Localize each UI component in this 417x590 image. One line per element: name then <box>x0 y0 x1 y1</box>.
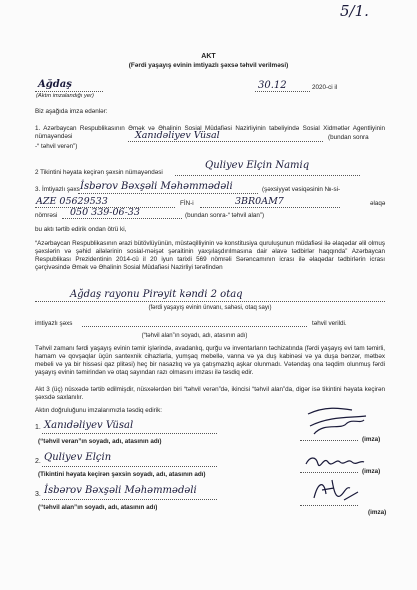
page-number: 5/1. <box>340 2 369 20</box>
sig3-name-line <box>42 499 217 500</box>
sig2-handwritten: Quliyev Elçin <box>44 452 112 463</box>
address-caption: (fərdi yaşayış evinin ünvanı, sahəsi, otaq sayı) <box>148 305 272 311</box>
item3-line <box>78 193 258 194</box>
item3-id-label: (şəxsiyyət vəsiqəsinin №-si- <box>262 186 341 193</box>
sig3-imza-label: (imza) <box>368 509 387 516</box>
item1-line <box>128 141 323 142</box>
address-line <box>35 301 385 302</box>
transfer-suffix: təhvil verildi. <box>312 320 347 327</box>
intro-text: Biz aşağıda imza edənlər: <box>35 108 108 115</box>
sig3-caption: (“təhvil alan”ın soyadı, adı, atasının adı) <box>38 504 158 511</box>
sig1-imza-label: (imza) <box>362 436 381 443</box>
sig1-name-line <box>42 433 217 434</box>
sig1-number: 1. <box>35 424 41 431</box>
item3-handwritten: İsbərov Bəxşəli Məhəmmədəli <box>80 181 233 192</box>
sig1-caption: (“təhvil veran”ın soyadı, adı, atasının adı) <box>38 438 162 445</box>
agree-text: bu aktı tərtib edirik ondan ötrü ki, <box>35 226 127 233</box>
transfer-line <box>82 326 307 327</box>
item1-text: 1. Azərbaycan Respublikasının Əmək və Əhalinin Sosial Müdafiəsi Nazirliyinin tabeliyində Sosial Xidmətlər Agentliyinin nümayəndəsi <box>35 125 385 140</box>
item3-contact-label: əlaqə <box>370 200 386 207</box>
sig2-name-line <box>42 466 217 467</box>
place-handwritten: Ağdaş <box>38 79 72 90</box>
date-line <box>255 91 310 92</box>
sig3-handwritten: İsbərov Bəxşəli Məhəmmədəli <box>44 485 197 496</box>
paragraph-3: Akt 3 (üç) nüsxədə tərtib edilmişdir, nüsxələrdən biri “təhvil verən”də, ikincisi “təhvil alan”da, digər isə tikintini həyata keçirən şəxsdə saxlanılır. <box>35 386 385 401</box>
paragraph-1: “Azərbaycan Respublikasının ərazi bütövlüyünün, müstəqilliyinin və konstitusiya quruluşunun müdafiəsi ilə əlaqədar əlil olmuş şəxslərin və şəhid ailələrinin sosial-məişət şəraitinin yaxşılaşdırılmasına dair əlavə tədbirlər haqqında” Azərbaycan Respublikası Prezidentinin 2014-cü il 20 iyun tarixli 569 nömrəli Sərəncamının icrası ilə əlaqədar tədbirlərin icrası çərçivəsində Əmək və Əhalinin Sosial Müdafiəsi Nazirliyi tərəfindən <box>35 240 385 271</box>
document-subtitle: (Fərdi yaşayış evinin imtiyazlı şəxsə təhvil verilməsi) <box>128 62 289 69</box>
place-line <box>35 91 103 92</box>
sig3-signature <box>308 474 368 508</box>
transfer-label: imtiyazlı şəxs <box>35 320 73 327</box>
date-handwritten: 30.12 <box>258 80 287 91</box>
date-suffix: 2020-ci il <box>312 84 338 91</box>
sig2-caption: (Tikintini həyata keçirən şəxsin soyadı, adı, atasının adı) <box>38 471 206 478</box>
item3-id-handwritten: AZE 05629533 <box>36 196 108 207</box>
item3-fin-label: FİN-i <box>180 200 194 207</box>
address-handwritten: Ağdaş rayonu Pirəyit kəndi 2 otaq <box>70 289 243 300</box>
item2-line <box>175 175 360 176</box>
sig1-handwritten: Xanıdəliyev Vüsal <box>44 420 134 431</box>
sig1-signature <box>300 404 380 444</box>
item3-phone-label: nömrəsi <box>35 212 58 219</box>
item3-phone-handwritten: 050 339-06-33 <box>70 207 140 218</box>
sig2-imza-label: (imza) <box>362 468 381 475</box>
place-caption: (Aktın imzalandığı yer) <box>36 93 94 99</box>
item3-fin-handwritten: 3BR0AM7 <box>235 196 284 207</box>
item1-handwritten: Xanıdəliyev Vüsal <box>135 130 220 141</box>
document-title: AKT <box>201 53 216 60</box>
transfer-caption: (“təhvil alan”ın soyadı, adı, atasının adı) <box>141 333 248 339</box>
item3-suffix: (bundan sonra-“ təhvil alan”) <box>185 212 265 219</box>
item1-suffix2: -“ təhvil verən”) <box>35 143 78 150</box>
item1-suffix: (bundan sonra <box>328 134 369 141</box>
sig2-number: 2. <box>35 458 41 465</box>
item3-label: 3. İmtiyazlı şəxs <box>35 186 80 193</box>
confirm-text: Aktın doğruluğunu imzalarımızla təsdiq edirik: <box>35 407 163 414</box>
item2-text: 2 Tikintini həyata keçirən şəxsin nümayəndəsi <box>35 169 163 176</box>
sig3-number: 3. <box>35 491 41 498</box>
item3-phone-line <box>62 218 182 219</box>
item3-fin-line <box>200 207 340 208</box>
paragraph-2: Təhvil zamanı fərdi yaşayış evinin təmir işlərində, avadanlıq, qurğu və inventarların təchizatında (fərdi yaşayış evi tam təmirli, hamam və qovşaqlar üçün santexnik cihazlarla, yumşaq mebellə, vanna və ya duş kabinəsi və ya duşa bənzər, mətbəx mebeli və ya bir hissəsi qaz plitəsi) heç bir nasazlıq və ya çatışmazlıq aşkar olunmadı. Vətəndaş ona təqdim olunmuş fərdi yaşayış evinin təmirindən və otaq sayından razı olmasını imzası ilə təsdiq edir. <box>35 345 385 376</box>
item2-handwritten: Quliyev Elçin Namiq <box>205 160 310 171</box>
